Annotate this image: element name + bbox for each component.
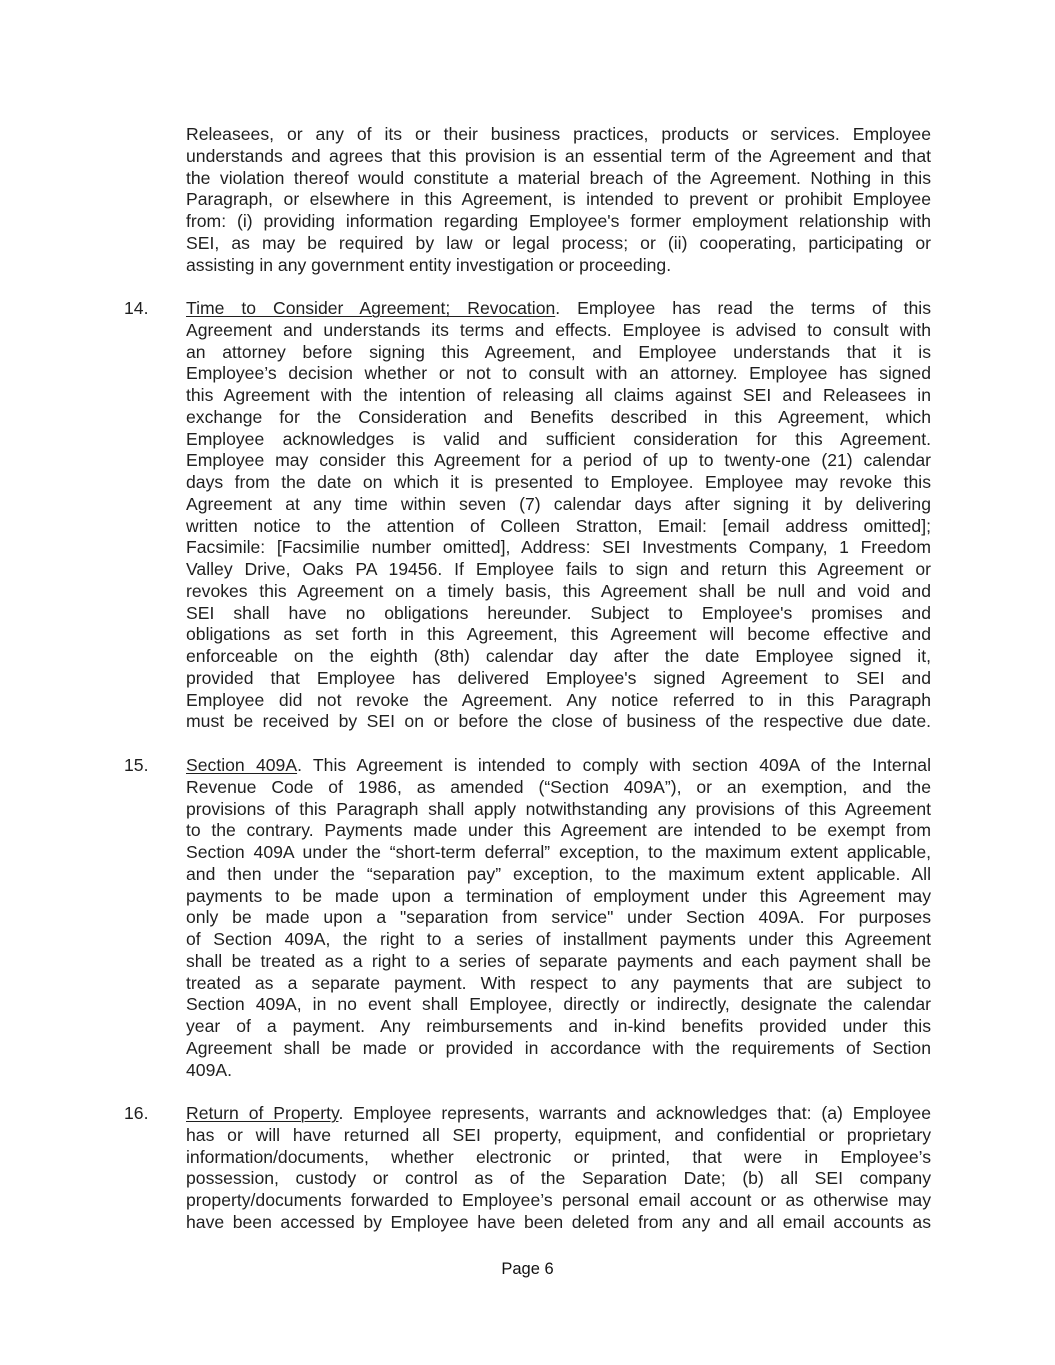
paragraph-line: only be made upon a "separation from service" under Section 409A. For purposes	[186, 907, 931, 928]
paragraph-line: shall be treated as a right to a series of separate payments and each payment shall be	[186, 950, 931, 971]
paragraph-line: SEI shall have no obligations hereunder. Subject to Employee's promises and	[186, 602, 931, 623]
paragraph-line: Section 409A under the “short-term deferral” exception, to the maximum extent applicable,	[186, 842, 931, 862]
paragraph-line: Agreement and understands its terms and effects. Employee is advised to consult with	[186, 319, 931, 340]
paragraph-line: Employee may consider this Agreement for a period of up to twenty-one (21) calendar	[186, 450, 931, 471]
paragraph-line: provided that Employee has delivered Employee's signed Agreement to SEI and	[186, 667, 931, 688]
paragraph-line-rest: . Employee represents, warrants and acknowledges that: (a) Employee	[338, 1103, 931, 1123]
paragraph-line: this Agreement with the intention of releasing all claims against SEI and Releasees in	[186, 385, 931, 405]
paragraph-line: and then under the “separation pay” exception, to the maximum extent applicable. All	[186, 863, 931, 884]
paragraph-line: of Section 409A, the right to a series of installment payments under this Agreement	[186, 929, 931, 949]
paragraph-line: assisting in any government entity investigation or proceeding.	[186, 254, 672, 275]
paragraph-line: Releasees, or any of its or their business practices, products or services. Employee	[186, 124, 931, 144]
paragraph-first-line	[186, 1103, 931, 1125]
paragraph-line: written notice to the attention of Colleen Stratton, Email: [email address omitted];	[186, 515, 931, 536]
paragraph-line: enforceable on the eighth (8th) calendar day after the date Employee signed it,	[186, 646, 931, 666]
page-number: Page 6	[501, 1260, 554, 1278]
paragraph-line-rest: . This Agreement is intended to comply with section 409A of the Internal	[297, 755, 931, 775]
paragraph-line: understands and agrees that this provision is an essential term of the Agreement and that	[186, 145, 931, 166]
paragraph-line: Valley Drive, Oaks PA 19456. If Employee fails to sign and return this Agreement or	[186, 559, 931, 579]
section-14-paragraph	[186, 298, 931, 733]
paragraph-line: year of a payment. Any reimbursements and in-kind benefits provided under this	[186, 1016, 931, 1036]
paragraph-line: days from the date on which it is presented to Employee. Employee may revoke this	[186, 472, 931, 492]
paragraph-line: SEI, as may be required by law or legal process; or (ii) cooperating, participating or	[186, 232, 931, 253]
paragraph-line: has or will have returned all SEI property, equipment, and confidential or proprietary	[186, 1124, 931, 1145]
paragraph-line: must be received by SEI on or before the close of business of the respective due date.	[186, 711, 931, 732]
paragraph-line: Paragraph, or elsewhere in this Agreement, is intended to prevent or prohibit Employee	[186, 189, 931, 210]
paragraph-line: Employee acknowledges is valid and sufficient consideration for this Agreement.	[186, 428, 931, 449]
paragraph-line: Employee’s decision whether or not to consult with an attorney. Employee has signed	[186, 363, 931, 384]
paragraph-first-line	[186, 755, 931, 777]
section-number: 16.	[124, 1103, 149, 1123]
paragraph-line: 409A.	[186, 1059, 232, 1080]
section-15-paragraph	[186, 755, 931, 1081]
paragraph-first-line	[186, 298, 931, 320]
paragraph-line: Revenue Code of 1986, as amended (“Section 409A”), or an exemption, and the	[186, 776, 931, 797]
section-heading: Return of Property	[186, 1103, 339, 1123]
paragraph-line: have been accessed by Employee have been deleted from any and all email accounts as	[186, 1211, 931, 1232]
paragraph-line: provisions of this Paragraph shall apply notwithstanding any provisions of this Agreement	[186, 798, 931, 819]
paragraph-line: treated as a separate payment. With respect to any payments that are subject to	[186, 972, 931, 993]
paragraph-line: possession, custody or control as of the Separation Date; (b) all SEI company	[186, 1168, 931, 1189]
paragraph-line: Employee did not revoke the Agreement. Any notice referred to in this Paragraph	[186, 689, 931, 710]
continuation-paragraph	[186, 124, 931, 276]
paragraph-line: Agreement shall be made or provided in accordance with the requirements of Section	[186, 1037, 931, 1058]
section-number: 14.	[124, 298, 149, 318]
paragraph-line: Facsimile: [Facsimilie number omitted], Address: SEI Investments Company, 1 Freedom	[186, 537, 931, 558]
paragraph-line: to the contrary. Payments made under this Agreement are intended to be exempt from	[186, 820, 931, 841]
paragraph-line: payments to be made upon a termination of employment under this Agreement may	[186, 885, 931, 906]
section-heading: Time to Consider Agreement; Revocation	[186, 298, 556, 318]
paragraph-line-rest: . Employee has read the terms of this	[555, 298, 931, 318]
paragraph-line: Agreement at any time within seven (7) calendar days after signing it by delivering	[186, 493, 931, 514]
paragraph-line: an attorney before signing this Agreement, and Employee understands that it is	[186, 341, 931, 362]
paragraph-line: property/documents forwarded to Employee’s personal email account or as otherwise may	[186, 1190, 931, 1210]
section-heading: Section 409A	[186, 755, 298, 775]
paragraph-line: from: (i) providing information regarding Employee's former employment relationship with	[186, 211, 931, 231]
section-number: 15.	[124, 755, 149, 775]
paragraph-line: information/documents, whether electronic or printed, that were in Employee’s	[186, 1146, 931, 1167]
paragraph-line: Section 409A, in no event shall Employee, directly or indirectly, designate the calendar	[186, 994, 931, 1015]
paragraph-line: the violation thereof would constitute a material breach of the Agreement. Nothing in this	[186, 167, 931, 188]
paragraph-line: revokes this Agreement on a timely basis, this Agreement shall be null and void and	[186, 580, 931, 601]
paragraph-line: exchange for the Consideration and Benefits described in this Agreement, which	[186, 406, 931, 427]
paragraph-line: obligations as set forth in this Agreement, this Agreement will become effective and	[186, 624, 931, 645]
section-16-paragraph	[186, 1103, 931, 1234]
